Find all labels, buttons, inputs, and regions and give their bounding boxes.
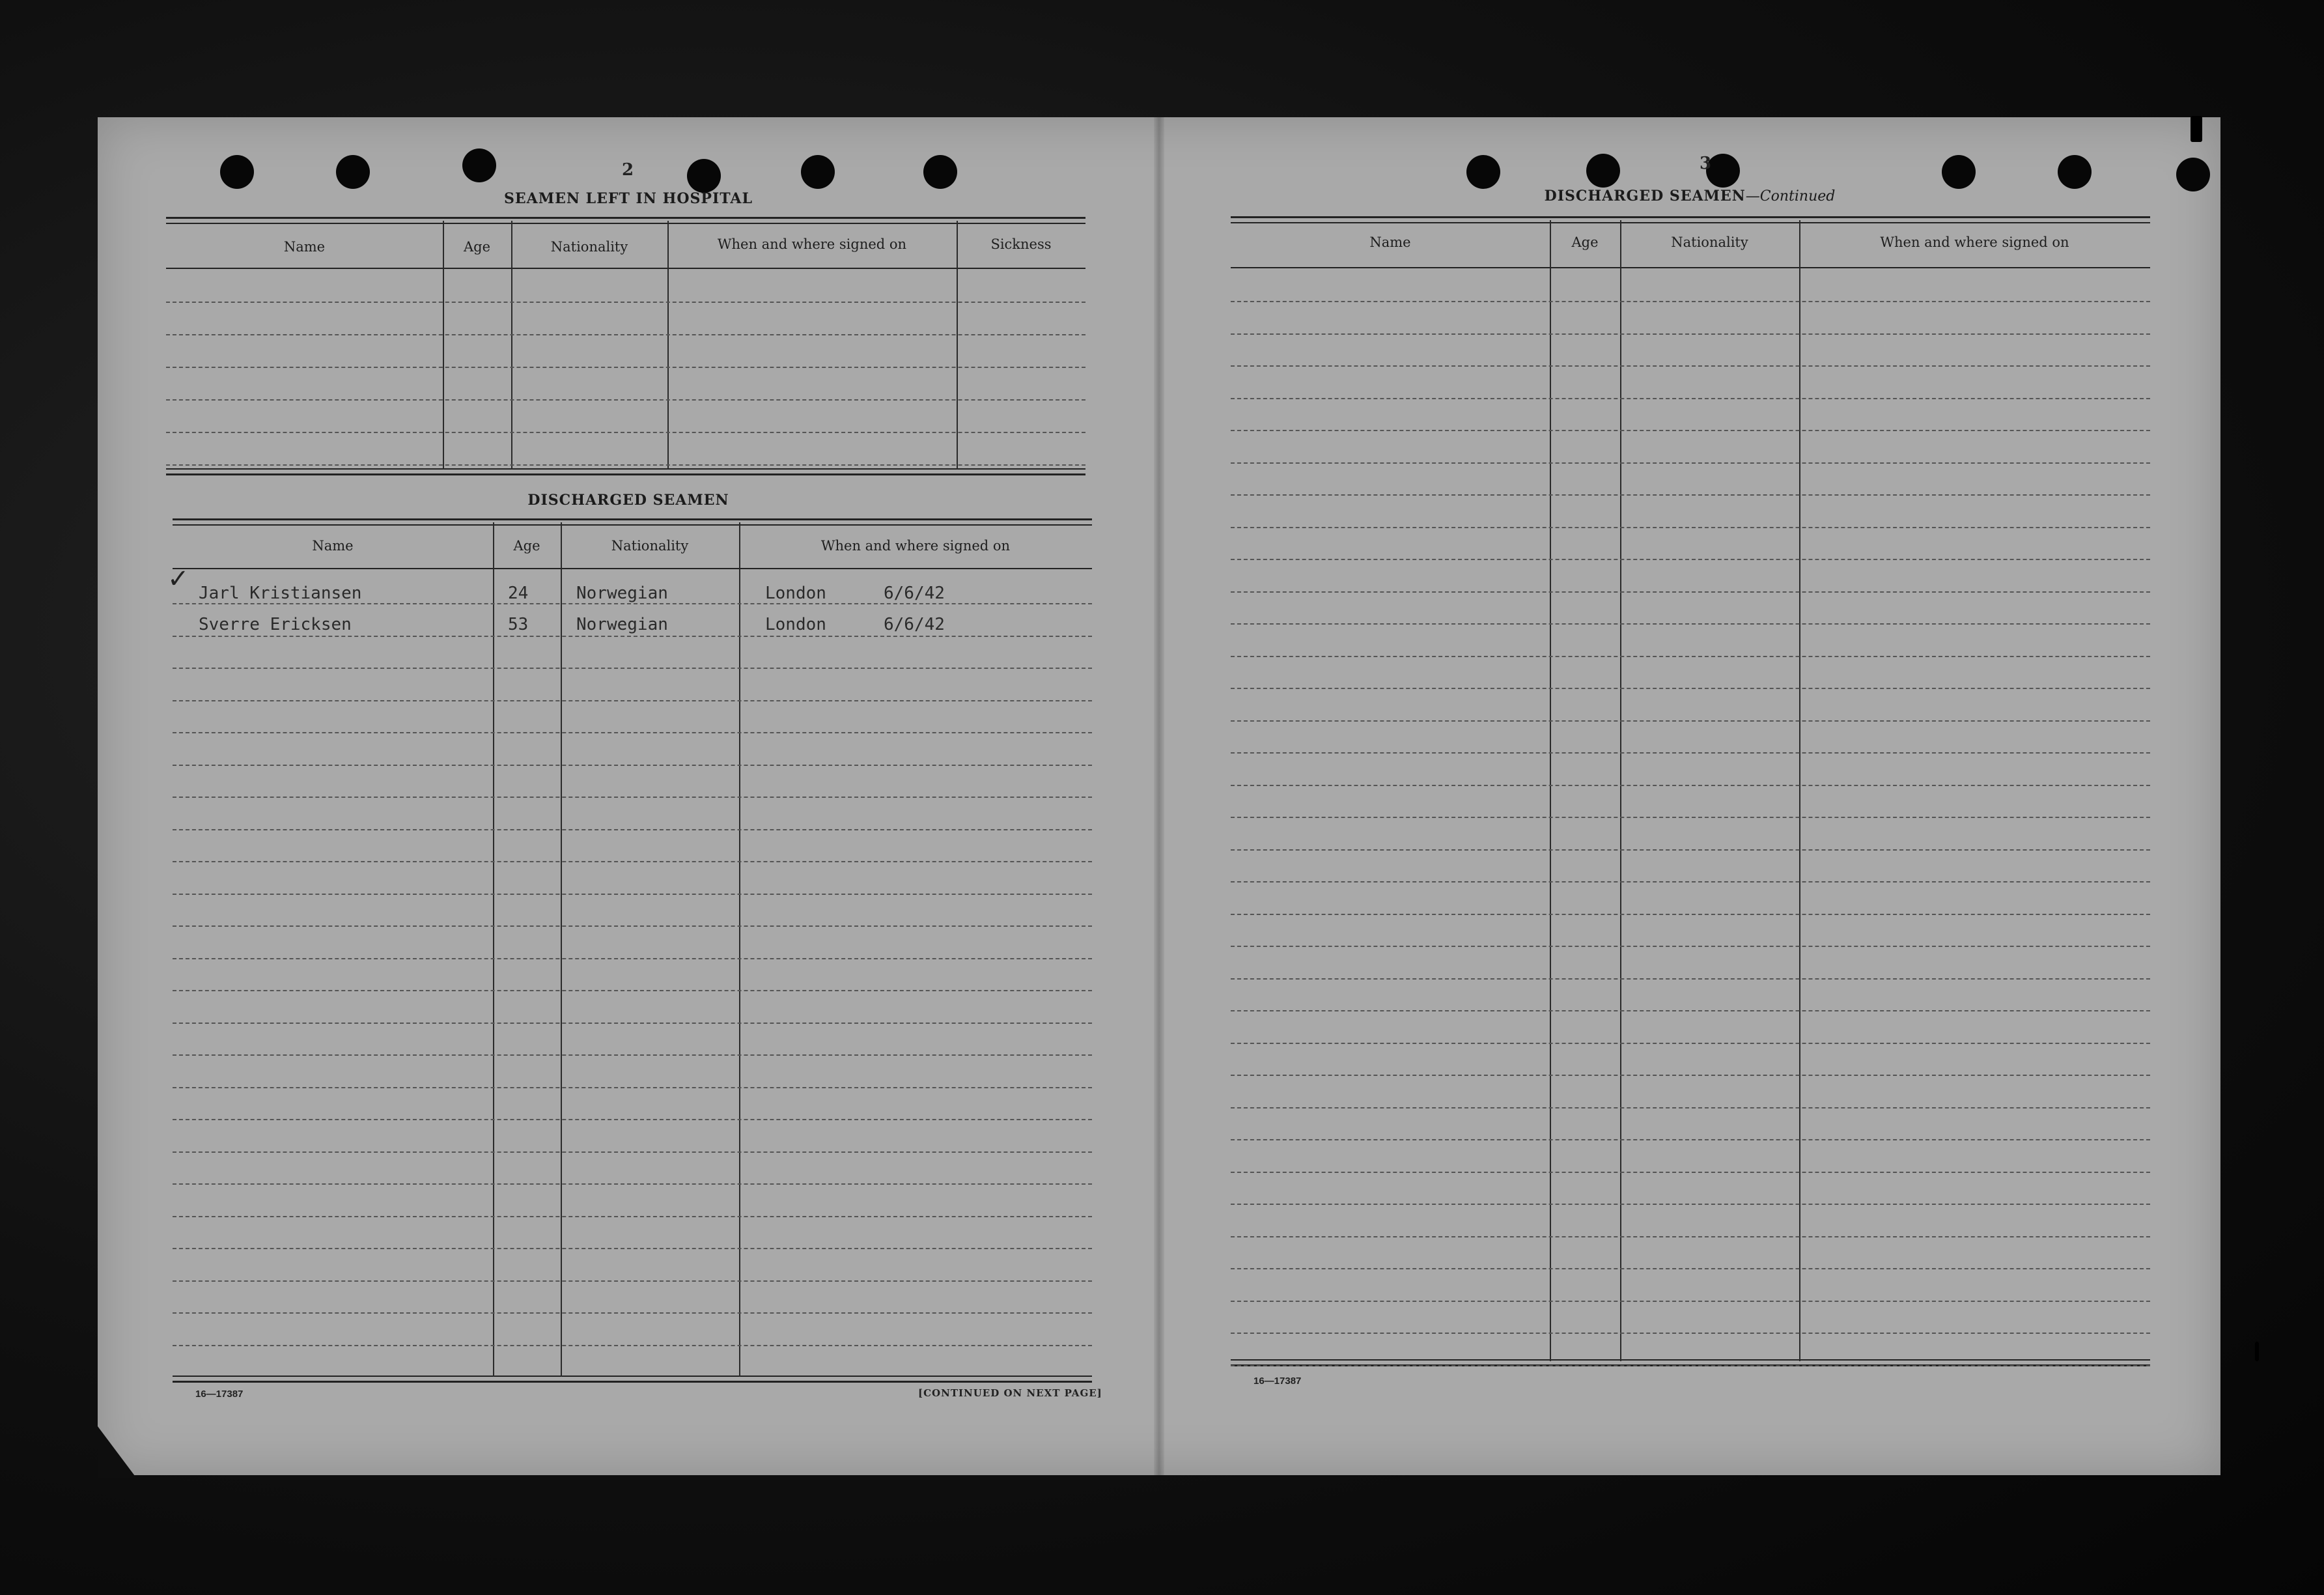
- ruled-line: [173, 1119, 1092, 1120]
- column-header-name: Name: [312, 538, 354, 554]
- column-header-signed-on: When and where signed on: [820, 538, 1011, 554]
- ruled-line: [1231, 1268, 2150, 1269]
- column-header-age: Age: [513, 538, 540, 554]
- seaman-nationality: Norwegian: [576, 584, 668, 603]
- ruled-line: [1231, 365, 2150, 367]
- ruled-line: [173, 1345, 1092, 1346]
- table-border-top: [166, 217, 1085, 224]
- ruled-line: [166, 399, 1085, 401]
- ruled-line: [173, 636, 1092, 637]
- ruled-line: [173, 603, 1092, 604]
- column-header-nationality: Nationality: [611, 538, 689, 554]
- signed-on-place: London: [765, 584, 826, 603]
- page-number-right: 3: [1700, 154, 1712, 173]
- ruled-line: [1231, 1107, 2150, 1108]
- ruled-line: [173, 894, 1092, 895]
- ruled-line: [1231, 849, 2150, 851]
- ruled-line: [173, 829, 1092, 830]
- signed-on-date: 6/6/42: [884, 615, 945, 634]
- ruled-line: [1231, 1236, 2150, 1237]
- punch-hole: [220, 155, 254, 189]
- check-mark: ✓: [167, 564, 189, 594]
- ruled-line: [166, 432, 1085, 433]
- ruled-line: [173, 1183, 1092, 1185]
- ruled-line: [173, 700, 1092, 701]
- ruled-line: [1231, 785, 2150, 786]
- form-number-right: 16—17387: [1253, 1376, 1302, 1387]
- column-header-age: Age: [1571, 234, 1599, 250]
- table-border-top: [173, 518, 1092, 526]
- ruled-line: [1231, 1043, 2150, 1044]
- ruled-line: [1231, 527, 2150, 528]
- punch-hole: [1942, 155, 1976, 189]
- ruled-line: [1231, 1139, 2150, 1140]
- column-divider: [1799, 220, 1800, 1361]
- ruled-line: [1231, 1172, 2150, 1173]
- column-header-age: Age: [463, 239, 491, 255]
- ruled-line: [173, 958, 1092, 959]
- discharged-section-title: DISCHARGED SEAMEN: [527, 492, 729, 509]
- header-rule: [1231, 267, 2150, 268]
- ruled-line: [173, 861, 1092, 862]
- ruled-line: [173, 668, 1092, 669]
- form-number-left: 16—17387: [195, 1389, 244, 1400]
- column-header-nationality: Nationality: [1671, 234, 1748, 250]
- column-header-name: Name: [1369, 234, 1411, 250]
- ruled-line: [1231, 720, 2150, 722]
- ruled-line: [1231, 1075, 2150, 1076]
- hospital-section-title: SEAMEN LEFT IN HOSPITAL: [504, 190, 753, 207]
- column-header-signed-on: When and where signed on: [717, 236, 907, 252]
- title-suffix: —Continued: [1745, 188, 1836, 205]
- ruled-line: [1231, 333, 2150, 335]
- table-border-bottom: [173, 1376, 1092, 1383]
- ruled-line: [173, 797, 1092, 798]
- column-header-name: Name: [283, 239, 326, 255]
- ruled-line: [173, 1023, 1092, 1024]
- scan-speck: [2191, 116, 2202, 142]
- hospital-table: [166, 217, 1085, 472]
- ruled-line: [1231, 914, 2150, 915]
- ruled-line: [173, 732, 1092, 733]
- ruled-line: [173, 1216, 1092, 1217]
- ruled-line: [1231, 946, 2150, 947]
- ruled-line: [1231, 301, 2150, 302]
- signed-on-place: London: [765, 615, 826, 634]
- punch-hole: [923, 155, 957, 189]
- punch-hole: [462, 148, 496, 182]
- punch-hole: [2176, 158, 2210, 191]
- signed-on-date: 6/6/42: [884, 584, 945, 603]
- ruled-line: [173, 925, 1092, 927]
- scan-speck: [2255, 1342, 2259, 1361]
- ruled-line: [173, 1280, 1092, 1282]
- ruled-line: [173, 1248, 1092, 1249]
- seaman-name: Sverre Ericksen: [199, 615, 352, 634]
- ruled-line: [1231, 688, 2150, 689]
- column-divider: [1620, 220, 1621, 1361]
- seaman-age: 53: [508, 615, 529, 634]
- ruled-line: [1231, 1365, 2150, 1366]
- ruled-line: [1231, 559, 2150, 560]
- discharged-table: [167, 518, 1092, 1381]
- ruled-line: [1231, 430, 2150, 431]
- ruled-line: [173, 1087, 1092, 1088]
- punch-hole: [687, 159, 721, 193]
- column-header-nationality: Nationality: [550, 239, 628, 255]
- ruled-line: [1231, 1333, 2150, 1334]
- ruled-line: [173, 990, 1092, 991]
- ruled-line: [1231, 1301, 2150, 1302]
- ruled-line: [1231, 1204, 2150, 1205]
- discharged-continued-table: [1231, 216, 2150, 1366]
- title-main: DISCHARGED SEAMEN: [1544, 188, 1746, 205]
- column-header-signed-on: When and where signed on: [1880, 234, 2069, 250]
- header-rule: [166, 268, 1085, 269]
- ruled-line: [1231, 1010, 2150, 1011]
- punch-hole: [1466, 155, 1500, 189]
- punch-hole: [336, 155, 370, 189]
- ruled-line: [173, 1151, 1092, 1153]
- ruled-line: [1231, 752, 2150, 754]
- ruled-line: [173, 1312, 1092, 1314]
- ruled-line: [1231, 462, 2150, 464]
- torn-corner: [98, 1426, 137, 1478]
- punch-hole: [1586, 154, 1620, 188]
- seaman-name: Jarl Kristiansen: [199, 584, 362, 603]
- table-border-bottom: [166, 468, 1085, 475]
- column-header-sickness: Sickness: [990, 236, 1052, 252]
- ruled-line: [1231, 881, 2150, 882]
- ruled-line: [1231, 623, 2150, 625]
- ruled-line: [1231, 398, 2150, 399]
- page-number-left: 2: [622, 160, 634, 180]
- table-border-top: [1231, 216, 2150, 223]
- seaman-age: 24: [508, 584, 529, 603]
- center-fold: [1154, 117, 1164, 1475]
- continued-note: [CONTINUED ON NEXT PAGE]: [918, 1387, 1102, 1399]
- ruled-line: [1231, 494, 2150, 496]
- ruled-line: [1231, 817, 2150, 818]
- discharged-continued-title: [1227, 188, 2152, 205]
- ruled-line: [1231, 591, 2150, 593]
- ruled-line: [173, 765, 1092, 766]
- ruled-line: [1231, 656, 2150, 657]
- ruled-line: [166, 464, 1085, 466]
- header-rule: [173, 568, 1092, 569]
- ruled-line: [166, 302, 1085, 303]
- seaman-nationality: Norwegian: [576, 615, 668, 634]
- punch-hole: [2058, 155, 2092, 189]
- punch-hole: [801, 155, 835, 189]
- ruled-line: [173, 1054, 1092, 1056]
- ruled-line: [166, 367, 1085, 368]
- column-divider: [1550, 220, 1551, 1361]
- ruled-line: [166, 334, 1085, 335]
- ruled-line: [1231, 978, 2150, 980]
